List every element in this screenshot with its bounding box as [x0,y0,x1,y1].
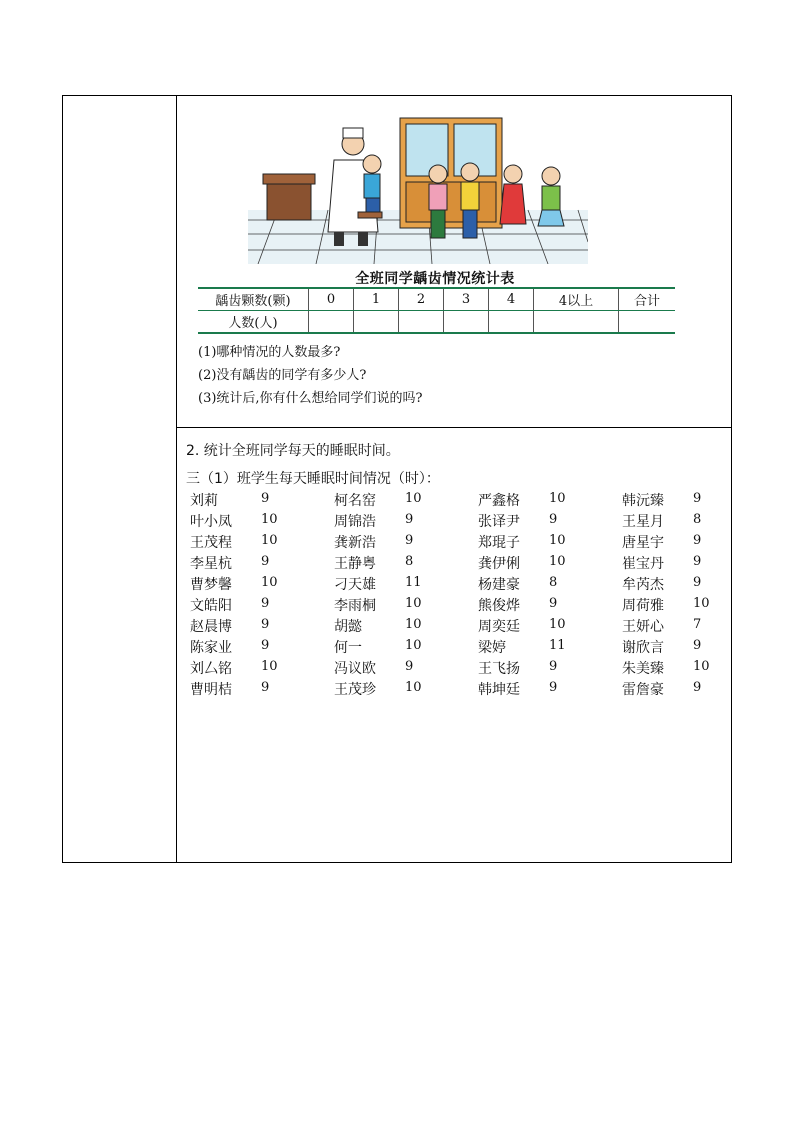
sleep-hours: 10 [261,512,278,527]
sleep-hours: 10 [549,554,566,569]
student-name: 叶小凤 [190,514,232,530]
caries-table-title: 全班同学龋齿情况统计表 [355,271,515,287]
sleep-hours: 9 [693,638,702,653]
student-name: 王茂珍 [334,682,376,698]
student-name: 刁天雄 [334,577,376,593]
student-name: 梁婷 [478,640,506,656]
student-name: 韩沅臻 [622,493,664,509]
sleep-hours: 10 [693,596,710,611]
student-name: 李雨桐 [334,598,376,614]
student-name: 龚伊俐 [478,556,520,572]
sleep-hours: 9 [549,512,558,527]
sleep-hours: 9 [549,659,558,674]
sleep-hours: 9 [693,491,702,506]
table-header-cell: 4以上 [534,288,619,311]
sleep-hours: 9 [261,554,270,569]
table-header-cell: 龋齿颗数(颗) [198,288,309,311]
caries-statistics-table [198,287,675,334]
student-name: 雷詹豪 [622,682,664,698]
section-divider [176,427,732,428]
student-name: 周奕廷 [478,619,520,635]
table-header-cell: 4 [489,288,534,311]
student-name: 韩坤廷 [478,682,520,698]
student-name: 郑琨子 [478,535,520,551]
student-name: 曹梦馨 [190,577,232,593]
table-header-cell: 1 [354,288,399,311]
sleep-hours: 7 [693,617,702,632]
table-header-cell: 0 [309,288,354,311]
student-name: 周荷雅 [622,598,664,614]
sleep-hours: 9 [405,512,414,527]
student-name: 谢欣言 [622,640,664,656]
sleep-hours: 10 [405,617,422,632]
question-3: (3)统计后,你有什么想给同学们说的吗? [198,391,423,406]
student-name: 曹明桔 [190,682,232,698]
empty-cell [444,311,489,334]
student-name: 唐星宇 [622,535,664,551]
sleep-hours: 10 [549,533,566,548]
sleep-hours: 9 [549,680,558,695]
question-2: (2)没有龋齿的同学有多少人? [198,368,367,383]
sleep-hours: 11 [405,575,422,590]
sleep-hours: 10 [549,617,566,632]
empty-cell [399,311,444,334]
student-name: 李星杭 [190,556,232,572]
sleep-hours: 9 [693,533,702,548]
student-name: 王茂程 [190,535,232,551]
student-name: 何一 [334,640,362,656]
empty-cell [489,311,534,334]
sleep-hours: 9 [261,491,270,506]
student-name: 胡懿 [334,619,362,635]
student-name: 王星月 [622,514,664,530]
student-name: 崔宝丹 [622,556,664,572]
student-name: 严鑫格 [478,493,520,509]
sleep-hours: 10 [405,680,422,695]
student-name: 文皓阳 [190,598,232,614]
student-name: 熊俊烨 [478,598,520,614]
student-name: 龚新浩 [334,535,376,551]
table-row [198,311,675,334]
sleep-hours: 11 [549,638,566,653]
student-name: 杨建豪 [478,577,520,593]
sleep-hours: 10 [405,638,422,653]
table-row [198,288,675,311]
student-name: 柯名窑 [334,493,376,509]
student-name: 冯议欧 [334,661,376,677]
student-name: 刘莉 [190,493,218,509]
sleep-hours: 9 [549,596,558,611]
empty-cell [354,311,399,334]
sleep-hours: 10 [261,659,278,674]
sleep-hours: 10 [693,659,710,674]
dentist-checkup-illustration [248,112,588,264]
sleep-hours: 9 [261,680,270,695]
column-divider [176,95,177,863]
student-name: 王静粤 [334,556,376,572]
student-name: 周锦浩 [334,514,376,530]
sleep-hours: 9 [405,659,414,674]
sleep-hours: 9 [405,533,414,548]
empty-cell [619,311,676,334]
table-row-label: 人数(人) [198,311,309,334]
sleep-hours: 10 [405,596,422,611]
sleep-hours: 9 [261,617,270,632]
question-1: (1)哪种情况的人数最多? [198,345,341,360]
sleep-hours: 9 [693,680,702,695]
empty-cell [309,311,354,334]
sleep-hours: 10 [261,575,278,590]
table-header-cell: 2 [399,288,444,311]
empty-cell [534,311,619,334]
sleep-hours: 9 [693,554,702,569]
table-header-cell: 合计 [619,288,676,311]
sleep-hours: 8 [405,554,414,569]
section-2-subtitle: 三（1）班学生每天睡眠时间情况（时）： [186,471,440,487]
sleep-hours: 8 [693,512,702,527]
student-name: 陈家业 [190,640,232,656]
student-name: 赵晨博 [190,619,232,635]
sleep-hours: 9 [261,596,270,611]
section-2-title: 2. 统计全班同学每天的睡眠时间。 [186,443,400,459]
student-name: 王妍心 [622,619,664,635]
sleep-hours: 8 [549,575,558,590]
sleep-hours: 10 [405,491,422,506]
sleep-hours: 9 [693,575,702,590]
sleep-hours: 9 [261,638,270,653]
student-name: 刘厶铭 [190,661,232,677]
student-name: 朱美臻 [622,661,664,677]
sleep-hours: 10 [549,491,566,506]
student-name: 张译尹 [478,514,520,530]
sleep-hours: 10 [261,533,278,548]
student-name: 王飞扬 [478,661,520,677]
student-name: 牟芮杰 [622,577,664,593]
table-header-cell: 3 [444,288,489,311]
